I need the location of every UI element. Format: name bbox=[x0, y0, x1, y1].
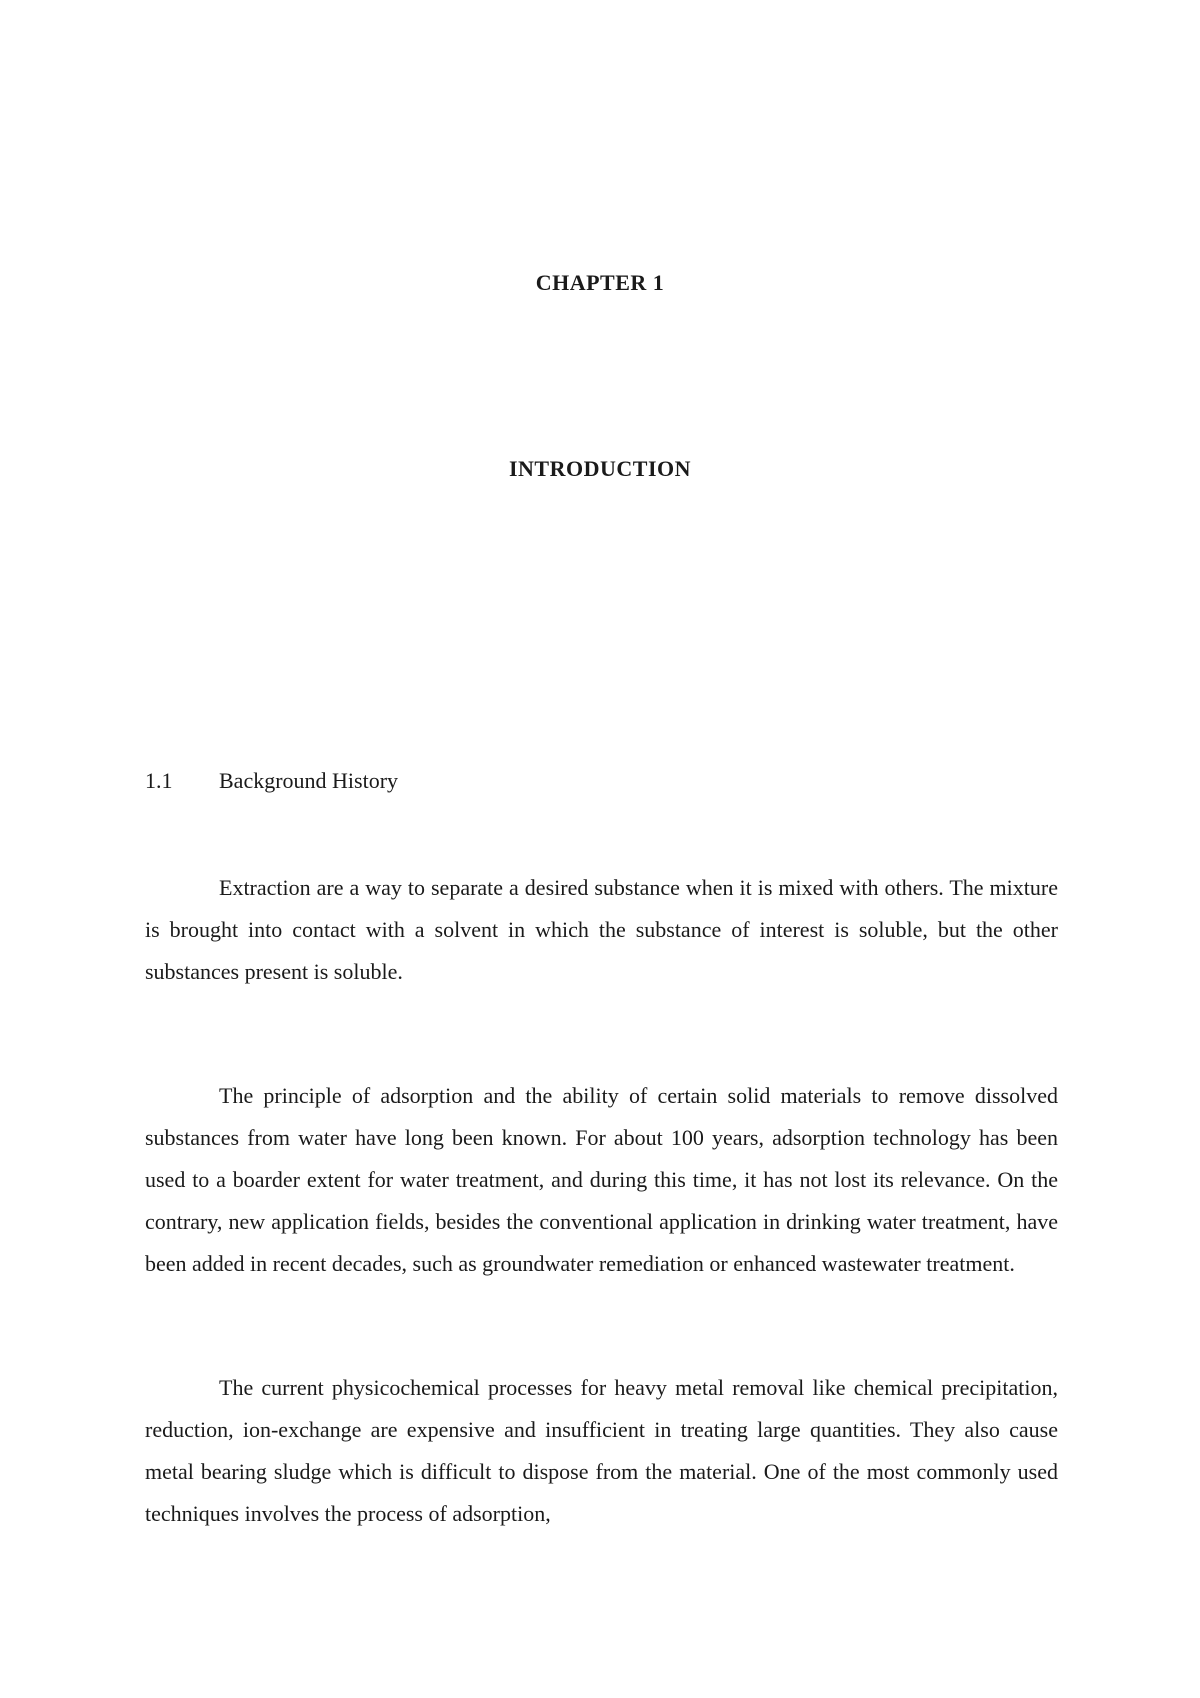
paragraph-extraction: Extraction are a way to separate a desired substance when it is mixed with others. The mixture is brought into contact with a solvent in which the substance of interest is soluble, but the other substances present is soluble. bbox=[145, 875, 1058, 984]
chapter-number: CHAPTER 1 bbox=[535, 270, 665, 295]
chapter-title: INTRODUCTION bbox=[508, 456, 692, 481]
section-title: Background History bbox=[219, 768, 399, 793]
section-number: 1.1 bbox=[145, 768, 173, 793]
section-heading bbox=[145, 768, 398, 794]
paragraph-adsorption-principle: The principle of adsorption and the ability of certain solid materials to remove dissolved substances from water have long been known. For about 100 years, adsorption technology has been used to a boarder extent for water treatment, and during this time, it has not lost its relevance. On the contrary, new application fields, besides the conventional application in drinking water treatment, have been added in recent decades, such as groundwater remediation or enhanced wastewater treatment. bbox=[145, 1083, 1058, 1276]
paragraph-heavy-metal-removal: The current physicochemical processes for heavy metal removal like chemical precipitation, reduction, ion-exchange are expensive and insufficient in treating large quantities. They also cause metal bearing sludge which is difficult to dispose from the material. One of the most commonly used techniques involves the process of adsorption, bbox=[145, 1375, 1058, 1526]
